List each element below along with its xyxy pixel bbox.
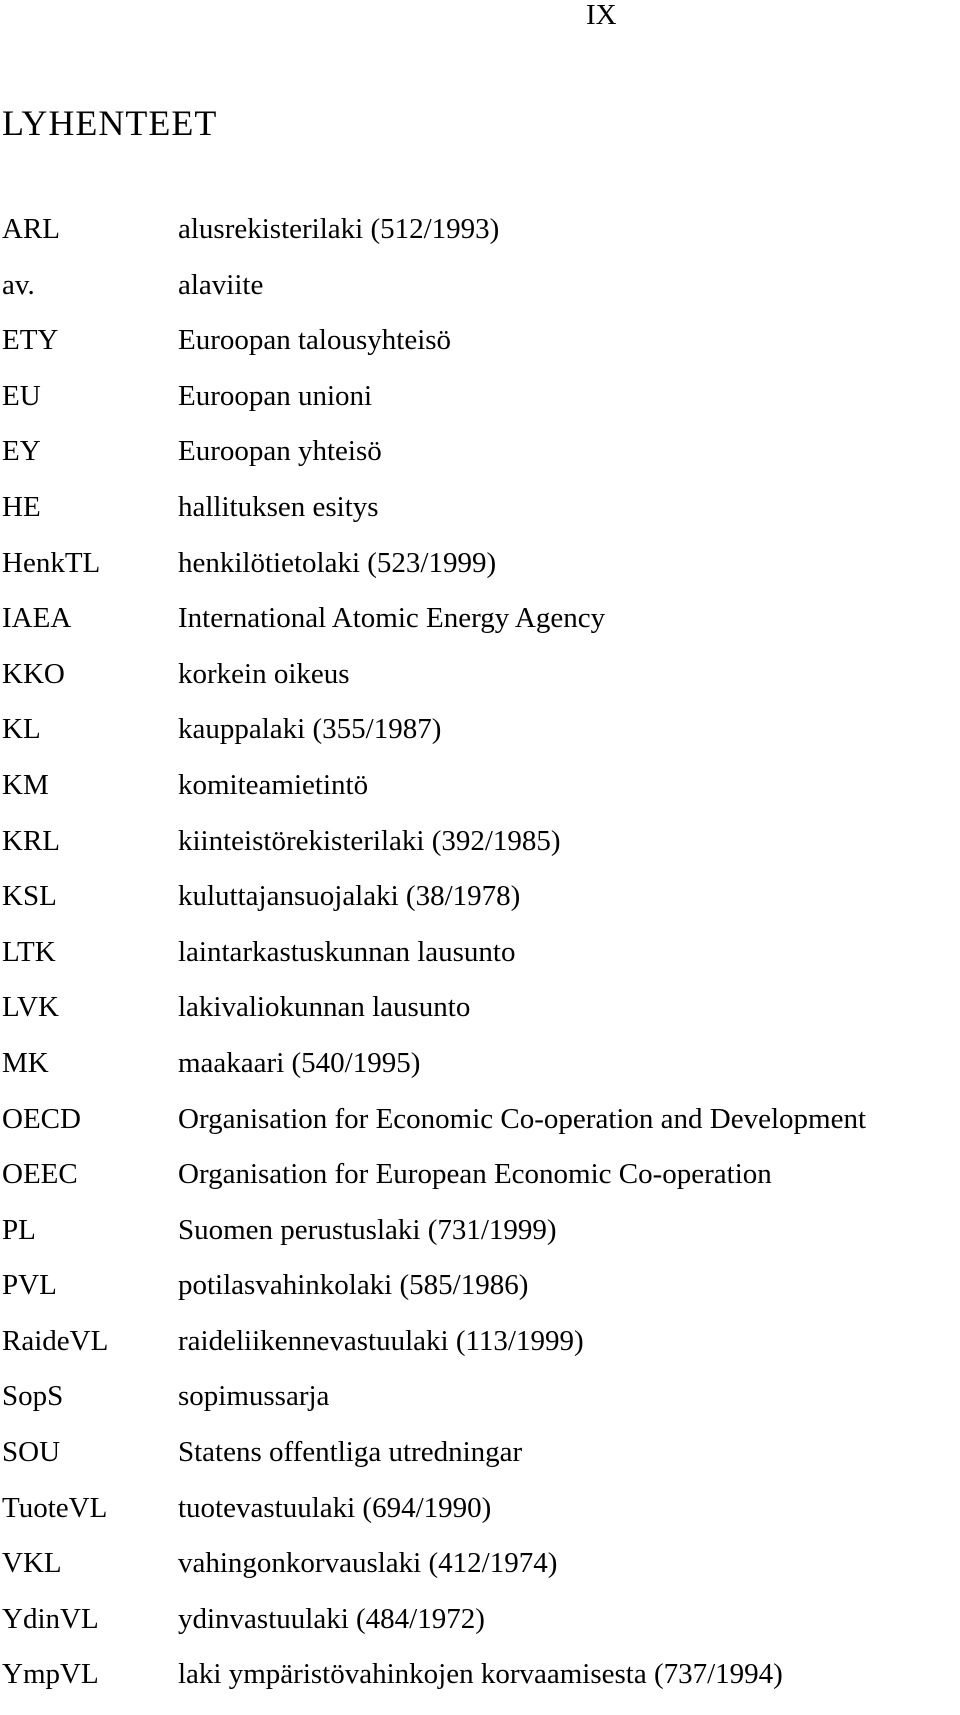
abbreviation-row: [0, 548, 866, 604]
abbreviation-definition: henkilötietolaki (523/1999): [178, 546, 497, 579]
abbreviation-term: OEEC: [2, 1158, 78, 1191]
abbreviation-row: [0, 1048, 866, 1104]
abbreviation-term: KKO: [2, 657, 65, 690]
abbreviation-definition: potilasvahinkolaki (585/1986): [178, 1269, 529, 1302]
abbreviation-row: [0, 1270, 866, 1326]
abbreviation-term: KM: [2, 768, 49, 801]
abbreviation-definition: vahingonkorvauslaki (412/1974): [178, 1547, 558, 1580]
abbreviation-term: RaideVL: [2, 1324, 109, 1357]
abbreviation-term: HenkTL: [2, 546, 101, 579]
abbreviation-definition: Suomen perustuslaki (731/1999): [178, 1213, 557, 1246]
abbreviation-term: LVK: [2, 991, 59, 1024]
abbreviation-row: [0, 659, 866, 715]
abbreviation-definition: kiinteistörekisterilaki (392/1985): [178, 824, 561, 857]
page-number: IX: [586, 0, 617, 31]
abbreviation-definition: Euroopan unioni: [178, 379, 373, 412]
abbreviation-row: [0, 325, 866, 381]
abbreviation-definition: lakivaliokunnan lausunto: [178, 991, 471, 1024]
abbreviation-definition: raideliikennevastuulaki (113/1999): [178, 1324, 584, 1357]
abbreviation-term: HE: [2, 490, 41, 523]
abbreviation-row: [0, 1326, 866, 1382]
abbreviation-definition: laki ympäristövahinkojen korvaamisesta (737/1994): [178, 1658, 783, 1691]
abbreviation-term: MK: [2, 1046, 49, 1079]
abbreviation-row: [0, 1215, 866, 1271]
abbreviation-row: [0, 1548, 866, 1604]
abbreviation-row: [0, 1604, 866, 1660]
abbreviation-term: EY: [2, 435, 41, 468]
abbreviation-term: av.: [2, 268, 35, 301]
page-title: LYHENTEET: [2, 103, 218, 143]
abbreviation-row: [0, 1659, 866, 1715]
abbreviation-row: [0, 1437, 866, 1493]
abbreviation-row: [0, 492, 866, 548]
abbreviation-row: [0, 937, 866, 993]
abbreviation-row: [0, 1104, 866, 1160]
abbreviation-definition: Euroopan yhteisö: [178, 435, 382, 468]
abbreviation-term: OECD: [2, 1102, 81, 1135]
abbreviation-term: SOU: [2, 1436, 61, 1469]
abbreviation-row: [0, 881, 866, 937]
abbreviation-definition: Statens offentliga utredningar: [178, 1436, 523, 1469]
abbreviation-definition: alaviite: [178, 268, 264, 301]
abbreviation-term: PL: [2, 1213, 36, 1246]
abbreviation-term: LTK: [2, 935, 56, 968]
abbreviation-term: PVL: [2, 1269, 57, 1302]
abbreviation-term: ETY: [2, 324, 59, 357]
abbreviation-definition: korkein oikeus: [178, 657, 350, 690]
abbreviation-row: [0, 270, 866, 326]
abbreviation-definition: komiteamietintö: [178, 768, 369, 801]
abbreviation-definition: laintarkastuskunnan lausunto: [178, 935, 516, 968]
abbreviation-definition: alusrekisterilaki (512/1993): [178, 213, 500, 245]
abbreviation-row: [0, 826, 866, 882]
abbreviation-term: VKL: [2, 1547, 62, 1580]
abbreviation-term: KL: [2, 713, 41, 746]
abbreviation-term: KSL: [2, 880, 57, 913]
abbreviation-term: EU: [2, 379, 41, 412]
abbreviation-definition: International Atomic Energy Agency: [178, 602, 606, 635]
abbreviation-row: [0, 1159, 866, 1215]
abbreviation-definition: kauppalaki (355/1987): [178, 713, 442, 746]
abbreviation-row: [0, 436, 866, 492]
abbreviation-term: YdinVL: [2, 1602, 99, 1635]
abbreviation-row: [0, 1493, 866, 1549]
abbreviation-term: KRL: [2, 824, 60, 857]
abbreviation-definition: tuotevastuulaki (694/1990): [178, 1491, 492, 1524]
abbreviation-term: SopS: [2, 1380, 64, 1413]
abbreviation-definition: Organisation for Economic Co-operation and Development: [178, 1102, 867, 1135]
abbreviation-row: [0, 714, 866, 770]
abbreviation-definition: sopimussarja: [178, 1380, 330, 1413]
abbreviation-row: [0, 992, 866, 1048]
abbreviation-row: [0, 1381, 866, 1437]
abbreviation-definition: hallituksen esitys: [178, 490, 379, 523]
abbreviation-row: [0, 381, 866, 437]
abbreviation-row: [0, 214, 866, 270]
abbreviation-term: ARL: [2, 213, 60, 245]
abbreviation-term: IAEA: [2, 602, 72, 635]
abbreviation-definition: Organisation for European Economic Co-operation: [178, 1158, 772, 1191]
abbreviation-term: YmpVL: [2, 1658, 99, 1691]
abbreviation-definition: ydinvastuulaki (484/1972): [178, 1602, 485, 1635]
abbreviation-list: [0, 214, 866, 1715]
abbreviation-definition: maakaari (540/1995): [178, 1046, 421, 1079]
abbreviation-definition: Euroopan talousyhteisö: [178, 324, 452, 357]
abbreviation-term: TuoteVL: [2, 1491, 108, 1524]
abbreviation-row: [0, 770, 866, 826]
abbreviation-row: [0, 603, 866, 659]
abbreviation-definition: kuluttajansuojalaki (38/1978): [178, 880, 521, 913]
